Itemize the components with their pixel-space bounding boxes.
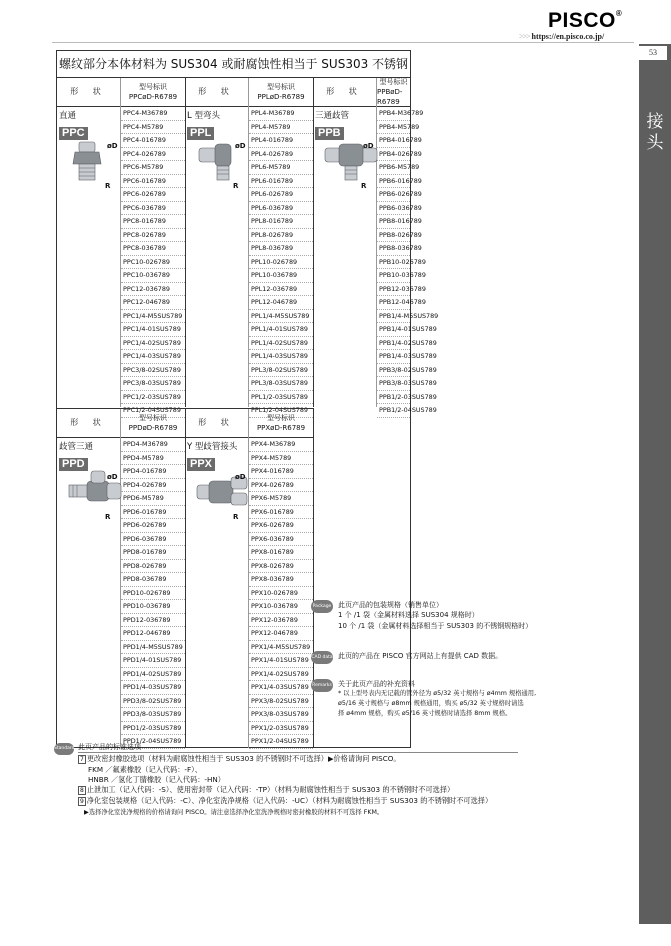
model-code: PPD8-036789 bbox=[121, 573, 185, 587]
model-code: PPX4-016789 bbox=[249, 465, 313, 479]
series-badge: PPD bbox=[59, 458, 88, 471]
product-group-ppb bbox=[313, 78, 439, 414]
model-code: PPB6-016789 bbox=[377, 175, 410, 189]
option-9-number: 9 bbox=[80, 798, 84, 805]
model-code: PPD3/8-02SUS789 bbox=[121, 695, 185, 709]
remarks-line-2: ø5/16 英寸规格与 ø8mm 规格通用，购买 ø5/32 英寸规格时请选 bbox=[338, 700, 524, 707]
option-9 bbox=[78, 796, 492, 806]
model-code: PPL8-026789 bbox=[249, 229, 313, 243]
model-pattern: PPDøD-R6789 bbox=[128, 424, 178, 432]
model-code: PPX3/8-02SUS789 bbox=[249, 695, 313, 709]
model-pattern: PPXøD-R6789 bbox=[256, 424, 306, 432]
model-code: PPX10-036789 bbox=[249, 600, 313, 614]
model-code: PPX4-M5789 bbox=[249, 452, 313, 466]
od-label: øD bbox=[363, 142, 374, 150]
model-pattern: PPBøD-R6789 bbox=[377, 88, 403, 106]
model-code: PPD6-036789 bbox=[121, 533, 185, 547]
model-code: PPL1/2-03SUS789 bbox=[249, 391, 313, 405]
model-code: PPX8-026789 bbox=[249, 560, 313, 574]
package-icon: Package bbox=[311, 600, 333, 613]
model-code: PPC6-026789 bbox=[121, 188, 185, 202]
model-code: PPX12-046789 bbox=[249, 627, 313, 641]
model-header bbox=[121, 409, 185, 438]
model-code: PPC1/4-01SUS789 bbox=[121, 323, 185, 337]
model-code: PPC3/8-02SUS789 bbox=[121, 364, 185, 378]
remarks-head: 关于此页产品的补充资料 bbox=[338, 680, 415, 688]
table-row-1 bbox=[57, 78, 439, 414]
shape-column bbox=[57, 409, 121, 748]
product-group-ppx bbox=[185, 409, 313, 748]
model-code: PPB3/8-02SUS789 bbox=[377, 364, 410, 378]
option-7-sub-2: HNBR ／氢化丁腈橡胶（记入代码：-HN） bbox=[88, 775, 225, 784]
model-code: PPL8-016789 bbox=[249, 215, 313, 229]
model-code: PPC1/4-M5SUS789 bbox=[121, 310, 185, 324]
shape-column bbox=[313, 78, 377, 407]
model-code: PPD8-026789 bbox=[121, 560, 185, 574]
shape-header: 形 状 bbox=[57, 409, 120, 438]
page-number: 53 bbox=[639, 46, 667, 60]
model-column bbox=[249, 409, 313, 748]
model-code: PPC6-M5789 bbox=[121, 161, 185, 175]
model-header-label: 型号标识 bbox=[139, 414, 167, 422]
model-code: PPD8-016789 bbox=[121, 546, 185, 560]
model-code: PPB8-026789 bbox=[377, 229, 410, 243]
model-code: PPD4-016789 bbox=[121, 465, 185, 479]
product-name: Y 型歧管接头 bbox=[187, 442, 238, 452]
cad-head: 此页的产品在 PISCO 官方网站上有提供 CAD 数据。 bbox=[338, 652, 503, 660]
model-code: PPX1/4-02SUS789 bbox=[249, 668, 313, 682]
package-line-1: 1 个 /1 袋（金属材料选择 SUS304 规格时） bbox=[338, 611, 479, 619]
model-code: PPD1/2-03SUS789 bbox=[121, 722, 185, 736]
product-name: 直通 bbox=[59, 111, 77, 121]
model-code: PPD1/4-01SUS789 bbox=[121, 654, 185, 668]
model-code: PPL1/4-01SUS789 bbox=[249, 323, 313, 337]
model-code: PPD6-026789 bbox=[121, 519, 185, 533]
model-code: PPL6-016789 bbox=[249, 175, 313, 189]
model-column bbox=[121, 78, 185, 414]
model-code: PPL1/4-03SUS789 bbox=[249, 350, 313, 364]
model-code: PPD4-026789 bbox=[121, 479, 185, 493]
standard-head: 此页产品的标准选项 bbox=[78, 743, 141, 751]
section-tab bbox=[637, 44, 671, 924]
model-code: PPC6-036789 bbox=[121, 202, 185, 216]
table-title: 螺纹部分本体材料为 SUS304 或耐腐蚀性相当于 SUS303 不锈钢 bbox=[57, 51, 410, 78]
model-code: PPB1/4-02SUS789 bbox=[377, 337, 410, 351]
model-code: PPX1/2-04SUS789 bbox=[249, 735, 313, 749]
model-code: PPX8-016789 bbox=[249, 546, 313, 560]
shape-column bbox=[185, 409, 249, 748]
section-title: 接头 bbox=[646, 112, 664, 153]
shape-header: 形 状 bbox=[313, 78, 376, 107]
model-code: PPC4-M36789 bbox=[121, 107, 185, 121]
model-code: PPX1/4-03SUS789 bbox=[249, 681, 313, 695]
cad-icon: CAD data bbox=[311, 651, 333, 664]
model-header bbox=[121, 78, 185, 107]
model-code: PPC6-016789 bbox=[121, 175, 185, 189]
model-code: PPL6-036789 bbox=[249, 202, 313, 216]
model-code: PPD6-016789 bbox=[121, 506, 185, 520]
model-code: PPD10-036789 bbox=[121, 600, 185, 614]
standard-icon: Standard bbox=[54, 743, 74, 755]
model-code: PPD3/8-03SUS789 bbox=[121, 708, 185, 722]
model-code: PPB6-M5789 bbox=[377, 161, 410, 175]
header-rule bbox=[52, 42, 634, 43]
model-code: PPX10-026789 bbox=[249, 587, 313, 601]
series-badge: PPL bbox=[187, 127, 214, 140]
model-code: PPB4-M5789 bbox=[377, 121, 410, 135]
model-code: PPL8-036789 bbox=[249, 242, 313, 256]
model-code: PPC1/2-04SUS789 bbox=[121, 404, 185, 418]
model-code: PPB12-036789 bbox=[377, 283, 410, 297]
od-label: øD bbox=[107, 142, 118, 150]
r-label: R bbox=[233, 513, 239, 521]
model-header bbox=[377, 78, 410, 107]
url-arrows: >>> bbox=[519, 32, 530, 41]
model-code: PPC4-016789 bbox=[121, 134, 185, 148]
model-code: PPC8-026789 bbox=[121, 229, 185, 243]
shape-header: 形 状 bbox=[185, 409, 248, 438]
od-label: øD bbox=[235, 473, 246, 481]
remarks-line-1: * 以上型号表内无记载的管外径为 ø5/32 英寸规格与 ø4mm 规格通用, bbox=[338, 690, 537, 697]
model-pattern: PPLøD-R6789 bbox=[257, 93, 305, 101]
r-label: R bbox=[105, 182, 111, 190]
model-code: PPC3/8-03SUS789 bbox=[121, 377, 185, 391]
package-head: 此页产品的包装规格（销售单位） bbox=[338, 601, 443, 609]
model-code: PPX4-026789 bbox=[249, 479, 313, 493]
r-label: R bbox=[361, 182, 367, 190]
model-column bbox=[121, 409, 185, 748]
product-group-ppd bbox=[57, 409, 186, 748]
series-badge: PPX bbox=[187, 458, 215, 471]
model-code: PPL6-026789 bbox=[249, 188, 313, 202]
website-url[interactable] bbox=[519, 32, 604, 41]
product-name: L 型弯头 bbox=[187, 111, 220, 121]
model-code: PPX8-036789 bbox=[249, 573, 313, 587]
model-code: PPB3/8-03SUS789 bbox=[377, 377, 410, 391]
product-name: 歧管三通 bbox=[59, 442, 94, 452]
model-code: PPL4-026789 bbox=[249, 148, 313, 162]
model-code: PPL4-M5789 bbox=[249, 121, 313, 135]
model-code: PPB4-M36789 bbox=[377, 107, 410, 121]
model-code: PPB8-016789 bbox=[377, 215, 410, 229]
shape-column bbox=[57, 78, 121, 407]
product-group-ppl bbox=[185, 78, 314, 414]
option-7-text: 更改密封橡胶选项（材料为耐腐蚀性相当于 SUS303 的不锈钢时不可选择）▶价格请询问 PISCO。 bbox=[86, 754, 401, 763]
pisco-logo: PISCO® bbox=[548, 9, 623, 32]
option-8-number: 8 bbox=[80, 787, 84, 794]
option-7-number: 7 bbox=[80, 756, 84, 763]
model-code: PPD12-046789 bbox=[121, 627, 185, 641]
model-code: PPL6-M5789 bbox=[249, 161, 313, 175]
model-code: PPC10-036789 bbox=[121, 269, 185, 283]
remarks-icon: Remarks bbox=[311, 679, 333, 692]
table-row-2 bbox=[57, 408, 313, 748]
model-header-label: 型号标识 bbox=[379, 78, 408, 86]
model-header bbox=[249, 409, 313, 438]
model-code: PPX6-016789 bbox=[249, 506, 313, 520]
model-code: PPX1/4-M5SUS789 bbox=[249, 641, 313, 655]
shape-header: 形 状 bbox=[185, 78, 248, 107]
product-group-ppc bbox=[57, 78, 186, 414]
model-code: PPX3/8-03SUS789 bbox=[249, 708, 313, 722]
model-code: PPD10-026789 bbox=[121, 587, 185, 601]
model-header-label: 型号标识 bbox=[139, 83, 167, 91]
model-code: PPL3/8-02SUS789 bbox=[249, 364, 313, 378]
model-code: PPC12-046789 bbox=[121, 296, 185, 310]
option-8-text: 止泄加工（记入代码：-S）、使用密封带（记入代码：-TP）（材料为耐腐蚀性相当于 SUS303 的不锈钢时不可选择） bbox=[86, 785, 455, 794]
option-7 bbox=[78, 754, 401, 764]
model-code: PPB1/4-03SUS789 bbox=[377, 350, 410, 364]
model-code: PPB12-046789 bbox=[377, 296, 410, 310]
shape-header: 形 状 bbox=[57, 78, 120, 107]
od-label: øD bbox=[235, 142, 246, 150]
model-code: PPL12-046789 bbox=[249, 296, 313, 310]
model-code: PPB6-026789 bbox=[377, 188, 410, 202]
model-code: PPC1/4-03SUS789 bbox=[121, 350, 185, 364]
option-9-sub: ▶选择净化室洗净规格的价格请询问 PISCO。请注意选择净化室洗净规格时密封橡胶的材料不可选择 FKM。 bbox=[84, 809, 384, 816]
model-code: PPC10-026789 bbox=[121, 256, 185, 270]
standard-rule bbox=[78, 752, 518, 753]
model-code: PPB10-036789 bbox=[377, 269, 410, 283]
option-8 bbox=[78, 785, 454, 795]
od-label: øD bbox=[107, 473, 118, 481]
series-badge: PPC bbox=[59, 127, 88, 140]
model-code: PPB10-026789 bbox=[377, 256, 410, 270]
remarks-line-3: 择 ø4mm 规格，购买 ø5/16 英寸规格时请选择 8mm 规格。 bbox=[338, 710, 512, 717]
model-code: PPC1/2-03SUS789 bbox=[121, 391, 185, 405]
model-code: PPD4-M5789 bbox=[121, 452, 185, 466]
model-code: PPC12-036789 bbox=[121, 283, 185, 297]
model-code: PPL10-026789 bbox=[249, 256, 313, 270]
model-code: PPC4-026789 bbox=[121, 148, 185, 162]
model-code: PPB1/2-03SUS789 bbox=[377, 391, 410, 405]
model-code: PPL4-M36789 bbox=[249, 107, 313, 121]
model-code: PPB1/4-01SUS789 bbox=[377, 323, 410, 337]
model-code: PPL3/8-03SUS789 bbox=[249, 377, 313, 391]
model-code: PPL1/4-02SUS789 bbox=[249, 337, 313, 351]
model-code: PPD1/2-04SUS789 bbox=[121, 735, 185, 749]
model-code: PPL4-016789 bbox=[249, 134, 313, 148]
model-pattern: PPCøD-R6789 bbox=[128, 93, 178, 101]
model-code: PPX6-026789 bbox=[249, 519, 313, 533]
model-code: PPL1/2-04SUS789 bbox=[249, 404, 313, 418]
r-label: R bbox=[105, 513, 111, 521]
model-header-label: 型号标识 bbox=[267, 414, 295, 422]
model-code: PPB6-036789 bbox=[377, 202, 410, 216]
model-code: PPB1/4-M5SUS789 bbox=[377, 310, 410, 324]
option-7-sub-1: FKM ／氟素橡胶（记入代码：-F）、 bbox=[88, 765, 202, 774]
model-code: PPX6-M5789 bbox=[249, 492, 313, 506]
model-header-label: 型号标识 bbox=[267, 83, 295, 91]
model-code: PPX1/2-03SUS789 bbox=[249, 722, 313, 736]
model-code: PPB4-026789 bbox=[377, 148, 410, 162]
model-code: PPC4-M5789 bbox=[121, 121, 185, 135]
model-column bbox=[249, 78, 313, 414]
model-code: PPD6-M5789 bbox=[121, 492, 185, 506]
package-line-2: 10 个 /1 袋（金属材料选择相当于 SUS303 的不锈钢规格时） bbox=[338, 622, 533, 630]
model-code: PPC8-036789 bbox=[121, 242, 185, 256]
model-code: PPC8-016789 bbox=[121, 215, 185, 229]
model-code: PPD12-036789 bbox=[121, 614, 185, 628]
shape-column bbox=[185, 78, 249, 407]
fitting-image bbox=[67, 140, 107, 188]
url-text: https://en.pisco.co.jp/ bbox=[531, 32, 605, 41]
model-code: PPD1/4-03SUS789 bbox=[121, 681, 185, 695]
model-code: PPX6-036789 bbox=[249, 533, 313, 547]
model-header bbox=[249, 78, 313, 107]
model-code: PPB4-016789 bbox=[377, 134, 410, 148]
model-code: PPD1/4-02SUS789 bbox=[121, 668, 185, 682]
r-label: R bbox=[233, 182, 239, 190]
model-code: PPX12-036789 bbox=[249, 614, 313, 628]
model-code: PPB8-036789 bbox=[377, 242, 410, 256]
model-code: PPL1/4-M5SUS789 bbox=[249, 310, 313, 324]
model-code: PPC1/4-02SUS789 bbox=[121, 337, 185, 351]
model-code: PPB1/2-04SUS789 bbox=[377, 404, 410, 418]
product-name: 三通歧管 bbox=[315, 111, 350, 121]
model-column bbox=[377, 78, 439, 414]
model-code: PPL12-036789 bbox=[249, 283, 313, 297]
model-code: PPD1/4-M5SUS789 bbox=[121, 641, 185, 655]
model-code: PPX1/4-01SUS789 bbox=[249, 654, 313, 668]
model-code: PPL10-036789 bbox=[249, 269, 313, 283]
model-code: PPX4-M36789 bbox=[249, 438, 313, 452]
option-9-text: 净化室包装规格（记入代码：-C）、净化室洗净规格（记入代码：-UC）（材料为耐腐蚀性相当于 SUS303 的不锈钢时不可选择） bbox=[86, 796, 493, 805]
series-badge: PPB bbox=[315, 127, 344, 140]
model-code: PPD4-M36789 bbox=[121, 438, 185, 452]
